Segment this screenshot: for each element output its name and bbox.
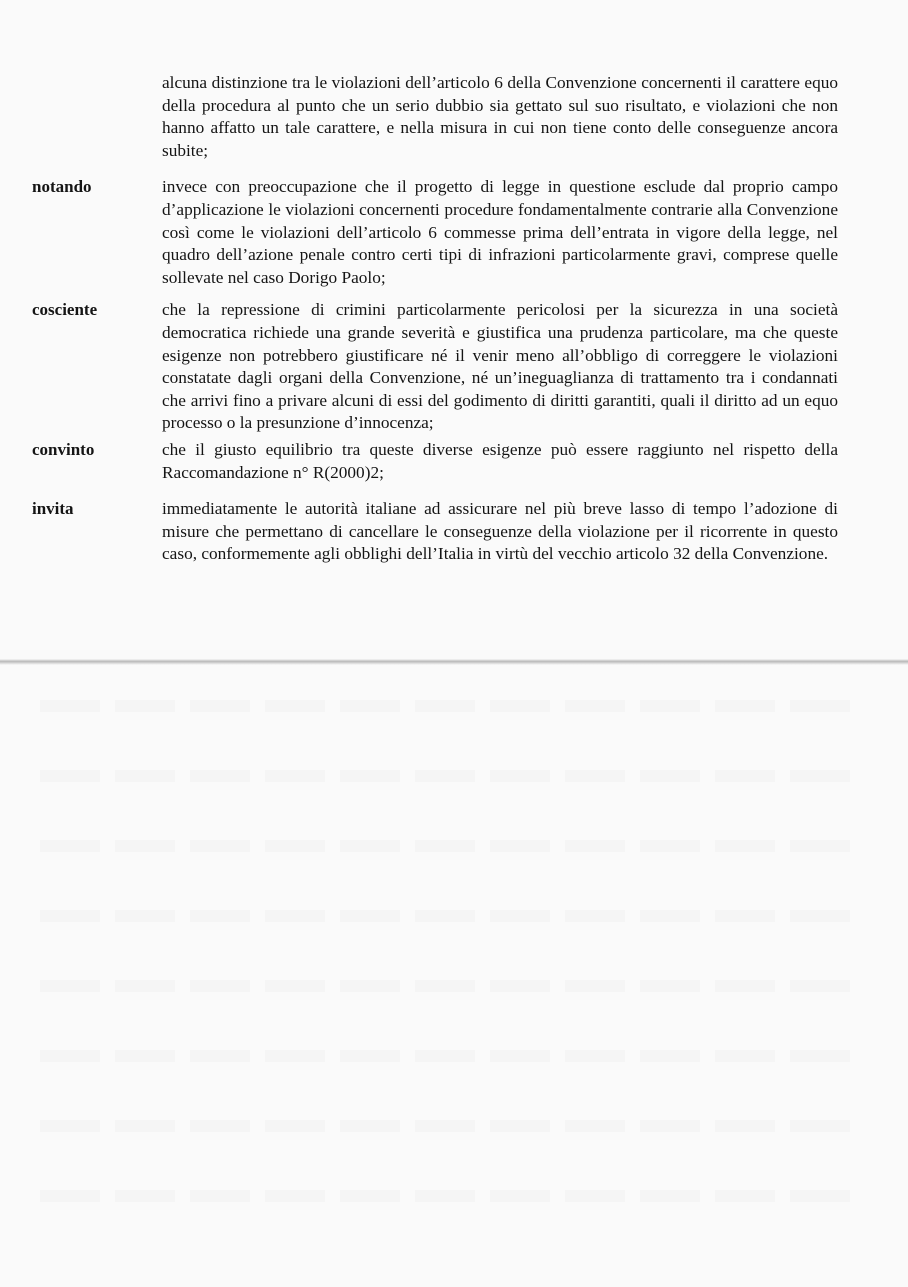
show-through-lines [40,1050,860,1062]
paragraph-convinto [32,439,838,484]
paragraph-invita [32,498,838,566]
paragraph-text: alcuna distinzione tra le violazioni dell’articolo 6 della Convenzione concernenti il carattere equo della procedura al punto che un serio dubbio sia gettato sul suo risultato, e violazioni che non hanno affatto un tale carattere, e nella misura in cui non tiene conto delle conseguenze ancora subite; [162,73,838,160]
paragraph-term: invita [32,499,74,519]
show-through-lines [40,700,860,712]
show-through-lines [40,910,860,922]
show-through-lines [40,770,860,782]
paragraph-continuation [32,72,838,162]
show-through-lines [40,1120,860,1132]
resolution-text [32,72,838,574]
paragraph-notando [32,176,838,289]
page-divider-line [0,659,908,665]
show-through-lines [40,980,860,992]
paragraph-term [32,72,162,162]
paragraph-term: cosciente [32,300,98,320]
paragraph-term: notando [32,177,92,197]
paragraph-term: convinto [32,439,95,459]
paragraph-text: immediatamente le autorità italiane ad assicurare nel più breve lasso di tempo l’adozione di misure che permettano di cancellare le conseguenze della violazione per il ricorrente in questo caso, conformemente agli obblighi dell’Italia in virtù del vecchio articolo 32 della Convenzione. [162,499,838,564]
paragraph-text: che il giusto equilibrio tra queste diverse esigenze può essere raggiunto nel rispetto della Raccomandazione n° R(2000)2; [162,439,838,482]
show-through-lines [40,840,860,852]
paragraph-text: che la repressione di crimini particolarmente pericolosi per la sicurezza in una società democratica richiede una grande severità e giustifica una prudenza particolare, ma che queste esigenze non potrebbero giustificare né il venir meno all’obbligo di correggere le violazioni constatate dagli organi della Convenzione, né un’ineguaglianza di trattamento tra i condannati che arrivi fino a privare alcuni di essi del godimento di diritti garantiti, quali il diritto ad un equo processo o la presunzione d’innocenza; [162,300,838,433]
paragraph-text: invece con preoccupazione che il progetto di legge in questione esclude dal proprio campo d’applicazione le violazioni concernenti procedure fondamentalmente contrarie alla Convenzione così come le violazioni dell’articolo 6 commesse prima dell’entrata in vigore della legge, nel quadro dell’azione penale contro certi tipi di infrazioni particolarmente gravi, comprese quelle sollevate nel caso Dorigo Paolo; [162,177,838,287]
show-through-lines [40,1190,860,1202]
paragraph-cosciente [32,299,838,435]
